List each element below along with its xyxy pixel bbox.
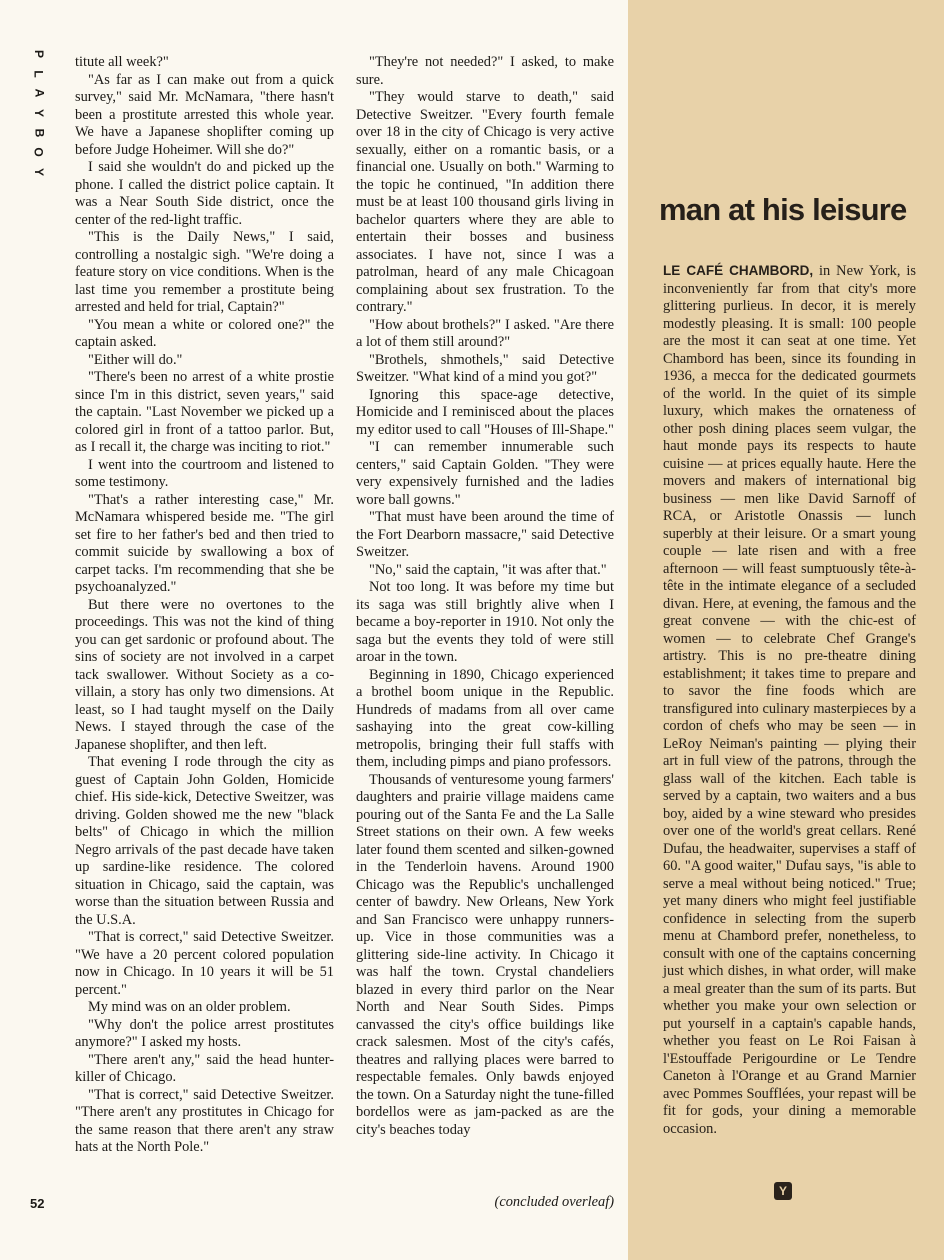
paragraph: But there were no overtones to the proceedings. This was not the kind of thing you can get sardonic or profound about. The sins of society are not involved in a carpet tack swallower. Without Society as a co-villain, a story has only two dimensions. At least, so I had taught myself on the Daily News. I stayed through the case of the Japanese shoplifter, and then left. — [75, 596, 334, 753]
paragraph: "This is the Daily News," I said, controlling a nostalgic sigh. "We're doing a feature story on vice conditions. When is the last time you remember a prostitute being arrested and held for trial, Captain?" — [75, 229, 334, 315]
paragraph: "They would starve to death," said Detective Sweitzer. "Every fourth female over 18 in the city of Chicago is very active sexually, either on a romantic basis, or a financial one. Usually on both." Warming to the topic he continued, "In addition there must be at least 100 thousand girls living in bachelor quarters where they are able to entertain their bosses and business associates. I have not, since I was a patrolman, heard of any male Chicagoan complaining about sex frustration. To the contrary." — [356, 89, 614, 315]
magazine-letter: Y — [31, 108, 46, 117]
magazine-letter: A — [31, 88, 46, 98]
sidebar-lead-in: LE CAFÉ CHAMBORD, — [663, 263, 814, 278]
paragraph: "That is correct," said Detective Sweitzer. "There aren't any prostitutes in Chicago for the same reason that there aren't any straw hats at the North Pole." — [75, 1086, 334, 1155]
paragraph: Thousands of venturesome young farmers' daughters and prairie village maidens came pouring out of the Santa Fe and the La Salle Street stations on their own. A few weeks later found them scented and silken-gowned in the Tenderloin havens. Around 1900 Chicago was the Republic's unchallenged center of bawdry. New Orleans, New York and San Francisco were unhappy runners-up. Vice in those communities was a glittering side-line activity. In Chicago it was half the town. Crystal chandeliers blazed in every third parlor on the Near North and Near South Sides. Pimps canvassed the city's office buildings like crack salesmen. Most of the city's cafés, theatres and rallying places were barred to respectable females. Only bawds enjoyed the town. On a Saturday night the tune-filled bordellos were as jam-packed as are the city's beaches today — [356, 771, 614, 1138]
paragraph: My mind was on an older problem. — [87, 999, 291, 1015]
paragraph: "You mean a white or colored one?" the captain asked. — [75, 316, 334, 350]
article-column-middle — [356, 54, 614, 1139]
paragraph: "Either will do." — [87, 351, 183, 368]
continued-note: (concluded overleaf) — [494, 1194, 614, 1210]
sidebar-heading: man at his leisure — [659, 192, 907, 227]
paragraph: "They're not needed?" I asked, to make sure. — [356, 54, 614, 88]
magazine-letter: P — [31, 49, 46, 59]
paragraph: "No," said the captain, "it was after that." — [368, 561, 607, 578]
sidebar-body — [663, 262, 916, 1138]
paragraph: "As far as I can make out from a quick survey," said Mr. McNamara, "there hasn't been a prostitute arrested this whole year. We have a Japanese shoplifter coming up before Judge Hoheimer. Will she do?" — [75, 71, 334, 158]
page-number: 52 — [30, 1196, 45, 1211]
paragraph: "That is correct," said Detective Sweitzer. "We have a 20 percent colored population now in Chicago. In 10 years it will be 51 percent." — [75, 929, 334, 998]
end-mark-icon: Y — [774, 1182, 792, 1200]
paragraph: Beginning in 1890, Chicago experienced a brothel boom unique in the Republic. Hundreds of madams from all over came sashaying into the great cow-killing metropolis, bringing their full staffs with them, including pimps and piano professors. — [356, 666, 614, 770]
paragraph: That evening I rode through the city as guest of Captain John Golden, Homicide chief. His side-kick, Detective Sweitzer, was driving. Golden showed me the new "black belts" of Chicago in which the million Negro arrivals of the past decade have taken up sardine-like residence. The colored situation in Chicago, said the captain, was worse than the situation between Russia and the U.S.A. — [75, 754, 334, 928]
paragraph: "Why don't the police arrest prostitutes anymore?" I asked my hosts. — [75, 1016, 334, 1050]
paragraph: "That's a rather interesting case," Mr. McNamara whispered beside me. "The girl set fire to her father's bed and then tried to commit suicide by swallowing a box of carpet tacks. I'm recommending that she be psychoanalyzed." — [75, 491, 334, 595]
paragraph: "Brothels, shmothels," said Detective Sweitzer. "What kind of a mind you got?" — [356, 351, 614, 385]
magazine-name-vertical — [30, 48, 48, 178]
paragraph: I said she wouldn't do and picked up the phone. I called the district police captain. It was a Near South Side district, once the center of the red-light traffic. — [75, 159, 334, 228]
paragraph: "That must have been around the time of the Fort Dearborn massacre," said Detective Sweitzer. — [356, 509, 614, 560]
paragraph: "There aren't any," said the head hunter-killer of Chicago. — [75, 1051, 334, 1085]
paragraph: I went into the courtroom and listened to some testimony. — [75, 456, 334, 490]
magazine-letter: B — [31, 128, 46, 137]
paragraph: Ignoring this space-age detective, Homicide and I reminisced about the places my editor used to call "Houses of Ill-Shape." — [356, 386, 614, 438]
paragraph: "There's been no arrest of a white prostie since I'm in this district, seven years," said the captain. "Last November we picked up a colored girl in front of a tattoo parlor. But, as I recall it, the charge was inciting to riot." — [75, 369, 334, 455]
paragraph: "I can remember innumerable such centers," said Captain Golden. "They were very expensively furnished and the ladies wore ball gowns." — [356, 439, 614, 508]
magazine-letter: O — [32, 147, 46, 157]
paragraph: Not too long. It was before my time but its saga was still brightly alive when I became a boy-reporter in 1910. Not only the saga but the events they told of were still aroar in the town. — [356, 579, 614, 665]
paragraph: "How about brothels?" I asked. "Are there a lot of them still around?" — [356, 316, 614, 350]
magazine-letter: L — [32, 69, 46, 78]
sidebar-body-text: in New York, is inconveniently far from that city's more glittering purlieus. In decor, it is merely modestly pleasing. It is small: 100 people are the most it can seat at one time. Yet Chambord has been, since its founding in 1936, a mecca for the dedicated gourmets of the world. In the quiet of its simple luxury, which makes the ornateness of other posh dining places seem vulgar, the haut monde pays its respects to haute cuisine — at prices equally haute. Here the movers and makers of international big business — men like David Sarnoff of RCA, or Aristotle Onassis — lunch superbly at their leisure. Or a smart young couple — late risen and with a free afternoon — will feast sumptuously tête-à-tête in the intimate elegance of a secluded divan. Here, at evening, the famous and the great convene — with the chic-est of women — to celebrate Chef Grange's artistry. This is no pre-theatre dining establishment; it takes time to prepare and to savor the fine foods which are transfigured into culinary masterpieces by a cordon of chefs who may be seen — in LeRoy Neiman's painting — plying their art in full view of the patrons, through the glass wall of the kitchen. Each table is served by a captain, two waiters and a bus boy, aided by a wine steward who presides over one of the world's great cellars. René Dufau, the headwaiter, supervises a staff of 60. "A good waiter," Dufau says, "is able to serve a meal without being noticed." True; yet many diners who might feel justifiable confidence in selecting from the superb menu at Chambord prefer, nonetheless, to consult with one of the captains concerning just which dishes, in what order, will make a meal greater than the sum of its parts. But whether you make your own selection or put yourself in a captain's capable hands, whether you feast on Le Roi Faisan à l'Estouffade Perigourdine or Le Tendre Caneton à l'Orange et au Grand Marnier avec Pommes Soufflées, your repast will be fit for gods, your dining a memorable occasion. — [663, 263, 916, 1137]
magazine-letter: Y — [31, 167, 46, 176]
article-column-left — [75, 54, 334, 1157]
paragraph: titute all week?" — [75, 54, 169, 70]
